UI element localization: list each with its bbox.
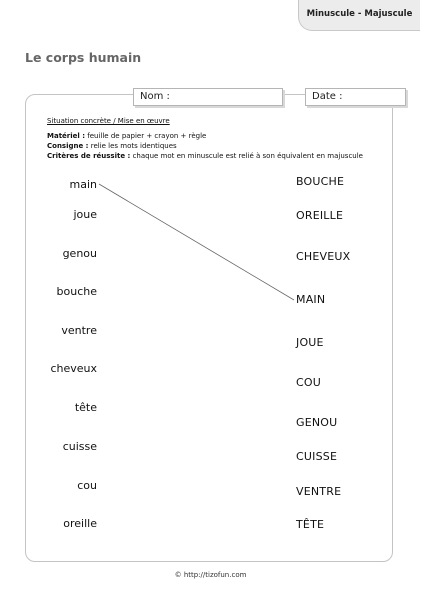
lowercase-word[interactable]: genou bbox=[62, 247, 97, 260]
lowercase-word[interactable]: main bbox=[69, 178, 97, 191]
lowercase-word[interactable]: tête bbox=[74, 401, 97, 414]
lowercase-word[interactable]: cuisse bbox=[62, 440, 97, 453]
lowercase-word[interactable]: joue bbox=[73, 208, 97, 221]
name-label: Nom : bbox=[140, 91, 170, 102]
consigne-value: relie les mots identiques bbox=[90, 142, 177, 150]
uppercase-word[interactable]: MAIN bbox=[296, 293, 326, 306]
copyright-icon: © bbox=[174, 571, 182, 579]
materiel-label: Matériel : bbox=[47, 132, 86, 140]
lowercase-word[interactable]: bouche bbox=[56, 285, 97, 298]
lowercase-word[interactable]: cheveux bbox=[50, 362, 97, 375]
materiel-value: feuille de papier + crayon + règle bbox=[87, 132, 207, 140]
uppercase-word[interactable]: VENTRE bbox=[296, 485, 342, 498]
criteres-label: Critères de réussite : bbox=[47, 152, 131, 160]
page-title: Le corps humain bbox=[25, 50, 142, 65]
uppercase-word[interactable]: OREILLE bbox=[296, 209, 344, 222]
footer bbox=[0, 571, 421, 579]
consigne-label: Consigne : bbox=[47, 142, 89, 150]
tab-label: Minuscule - Majuscule bbox=[306, 9, 413, 19]
lowercase-word[interactable]: oreille bbox=[63, 517, 97, 530]
uppercase-word[interactable]: JOUE bbox=[296, 336, 324, 349]
lowercase-word[interactable]: ventre bbox=[61, 324, 97, 337]
uppercase-word[interactable]: GENOU bbox=[296, 416, 338, 429]
lowercase-word[interactable]: cou bbox=[77, 479, 97, 492]
uppercase-word[interactable]: BOUCHE bbox=[296, 175, 345, 188]
footer-site[interactable]: http://tizofun.com bbox=[183, 571, 247, 579]
example-link-line bbox=[99, 184, 294, 300]
date-label: Date : bbox=[312, 91, 343, 102]
situation-heading: Situation concrète / Mise en œuvre bbox=[47, 117, 170, 125]
criteres-value: chaque mot en minuscule est relié à son équivalent en majuscule bbox=[132, 152, 363, 160]
uppercase-word[interactable]: CHEVEUX bbox=[296, 250, 351, 263]
uppercase-word[interactable]: CUISSE bbox=[296, 450, 338, 463]
uppercase-word[interactable]: COU bbox=[296, 376, 321, 389]
uppercase-word[interactable]: TÊTE bbox=[296, 518, 325, 531]
